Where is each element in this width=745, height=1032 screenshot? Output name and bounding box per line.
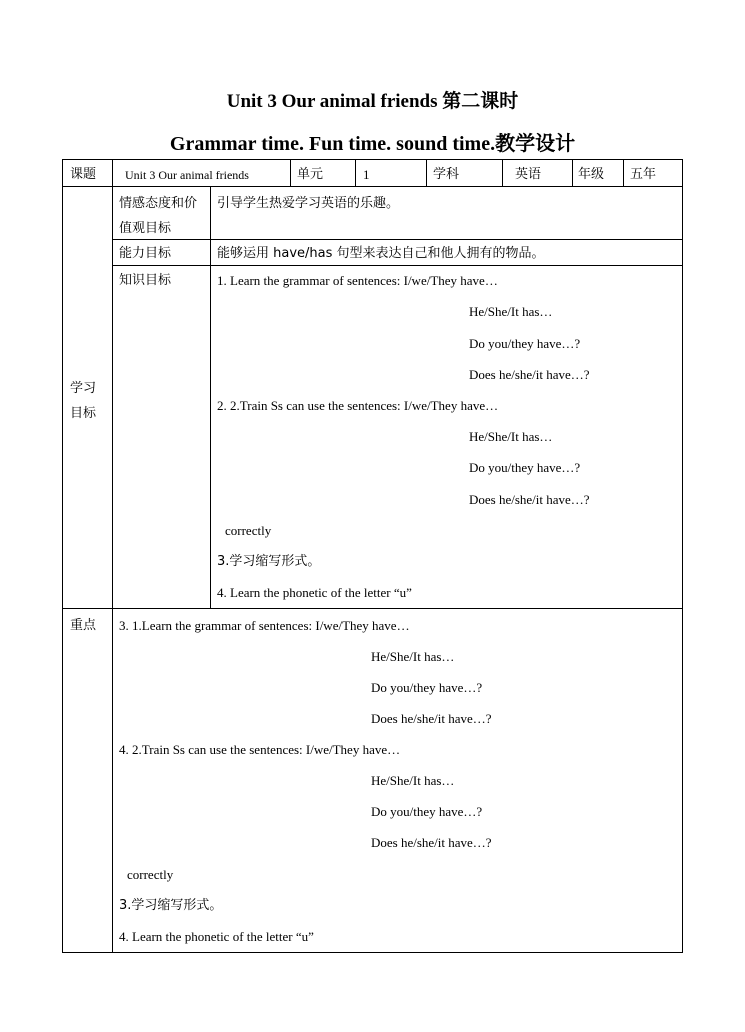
- key-point-line: Does he/she/it have…?: [371, 835, 492, 850]
- label-topic: 课题: [70, 167, 97, 182]
- label-subject: 学科: [433, 167, 460, 182]
- label-unit: 单元: [297, 167, 324, 182]
- knowledge-line: Do you/they have…?: [469, 460, 581, 475]
- knowledge-line: 3.学习缩写形式。: [217, 554, 321, 569]
- key-point-line: He/She/It has…: [371, 773, 455, 788]
- knowledge-line: correctly: [225, 523, 272, 538]
- knowledge-line: Does he/she/it have…?: [469, 367, 590, 382]
- key-point-line: correctly: [127, 867, 174, 882]
- knowledge-line: Do you/they have…?: [469, 336, 581, 351]
- key-points-label: 重点: [70, 618, 97, 633]
- label-grade: 年级: [578, 167, 605, 182]
- knowledge-line: 2. 2.Train Ss can use the sentences: I/we/They have…: [217, 398, 499, 413]
- objectives-label-line2: 目标: [70, 406, 97, 421]
- key-point-line: Does he/she/it have…?: [371, 711, 492, 726]
- key-point-line: Do you/they have…?: [371, 680, 483, 695]
- unit-value: 1: [363, 167, 370, 182]
- emotion-label-line2: 值观目标: [119, 221, 172, 236]
- key-point-line: Do you/they have…?: [371, 804, 483, 819]
- subject-value: 英语: [515, 167, 542, 182]
- document-title: Unit 3 Our animal friends 第二课时: [226, 91, 519, 112]
- knowledge-line: He/She/It has…: [469, 429, 553, 444]
- key-point-line: 4. 2.Train Ss can use the sentences: I/we/They have…: [119, 742, 401, 757]
- knowledge-line: Does he/she/it have…?: [469, 492, 590, 507]
- grade-value: 五年: [630, 167, 657, 182]
- key-point-line: 3. 1.Learn the grammar of sentences: I/we/They have…: [119, 618, 410, 633]
- objectives-label-line1: 学习: [70, 381, 97, 396]
- knowledge-line: 1. Learn the grammar of sentences: I/we/They have…: [217, 273, 498, 288]
- topic-value: Unit 3 Our animal friends: [125, 168, 249, 182]
- emotion-label-line1: 情感态度和价: [119, 196, 198, 211]
- knowledge-line: 4. Learn the phonetic of the letter “u”: [217, 585, 412, 600]
- key-point-line: 3.学习缩写形式。: [119, 898, 223, 913]
- document-subtitle: Grammar time. Fun time. sound time.教学设计: [169, 133, 576, 155]
- key-point-line: He/She/It has…: [371, 649, 455, 664]
- knowledge-label: 知识目标: [119, 273, 172, 288]
- emotion-text: 引导学生热爱学习英语的乐趣。: [217, 196, 400, 211]
- ability-text: 能够运用 have/has 句型来表达自己和他人拥有的物品。: [217, 246, 545, 261]
- ability-label: 能力目标: [119, 246, 172, 261]
- key-point-line: 4. Learn the phonetic of the letter “u”: [119, 929, 314, 944]
- knowledge-line: He/She/It has…: [469, 304, 553, 319]
